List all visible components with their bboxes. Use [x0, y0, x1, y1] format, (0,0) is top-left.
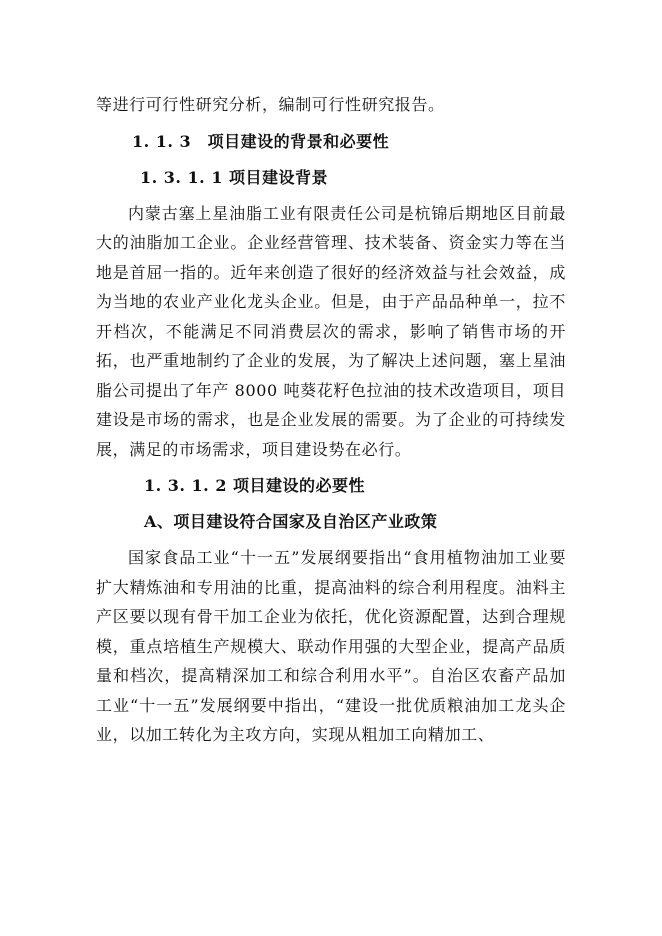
paragraph-project-background: 内蒙古塞上星油脂工业有限责任公司是杭锦后期地区目前最大的油脂加工企业。企业经营管理、技术装备、资金实力等在当地是首屈一指的。近年来创造了很好的经济效益与社会效益，成为当地的农业产业化龙头企业。但是，由于产品品种单一，拉不开档次，不能满足不同消费层次的需求，影响了销售市场的开拓，也严重地制约了企业的发展，为了解决上述问题，塞上星油脂公司提出了年产 8000 吨葵花籽色拉油的技术改造项目，项目建设是市场的需求，也是企业发展的需要。为了企业的可持续发展，满足的市场需求，项目建设势在必行。 [96, 203, 566, 459]
section-heading-1-1-3: 1. 1. 3 项目建设的背景和必要性 [132, 131, 390, 151]
paragraph-industry-policy: 国家食品工业“十一五”发展纲要指出“食用植物油加工业要扩大精炼油和专用油的比重，提高油料的综合利用程度。油料主产区要以现有骨干加工企业为依托，优化资源配置，达到合理规模，重点培植生产规模大、联动作用强的大型企业，提高产品质量和档次，提高精深加工和综合利用水平”。自治区农畜产品加工业“十一五”发展纲要中指出，“建设一批优质粮油加工龙头企业，以加工转化为主攻方向，实现从粗加工向精加工、 [96, 548, 566, 744]
section-heading-1-3-1-1: 1. 3. 1. 1 项目建设背景 [140, 167, 329, 187]
section-heading-1-3-1-2: 1. 3. 1. 2 项目建设的必要性 [144, 476, 366, 495]
document-body [96, 90, 566, 750]
intro-line: 等进行可行性研究分析，编制可行性研究报告。 [96, 95, 445, 114]
section-heading-a: A、项目建设符合国家及自治区产业政策 [144, 512, 438, 531]
